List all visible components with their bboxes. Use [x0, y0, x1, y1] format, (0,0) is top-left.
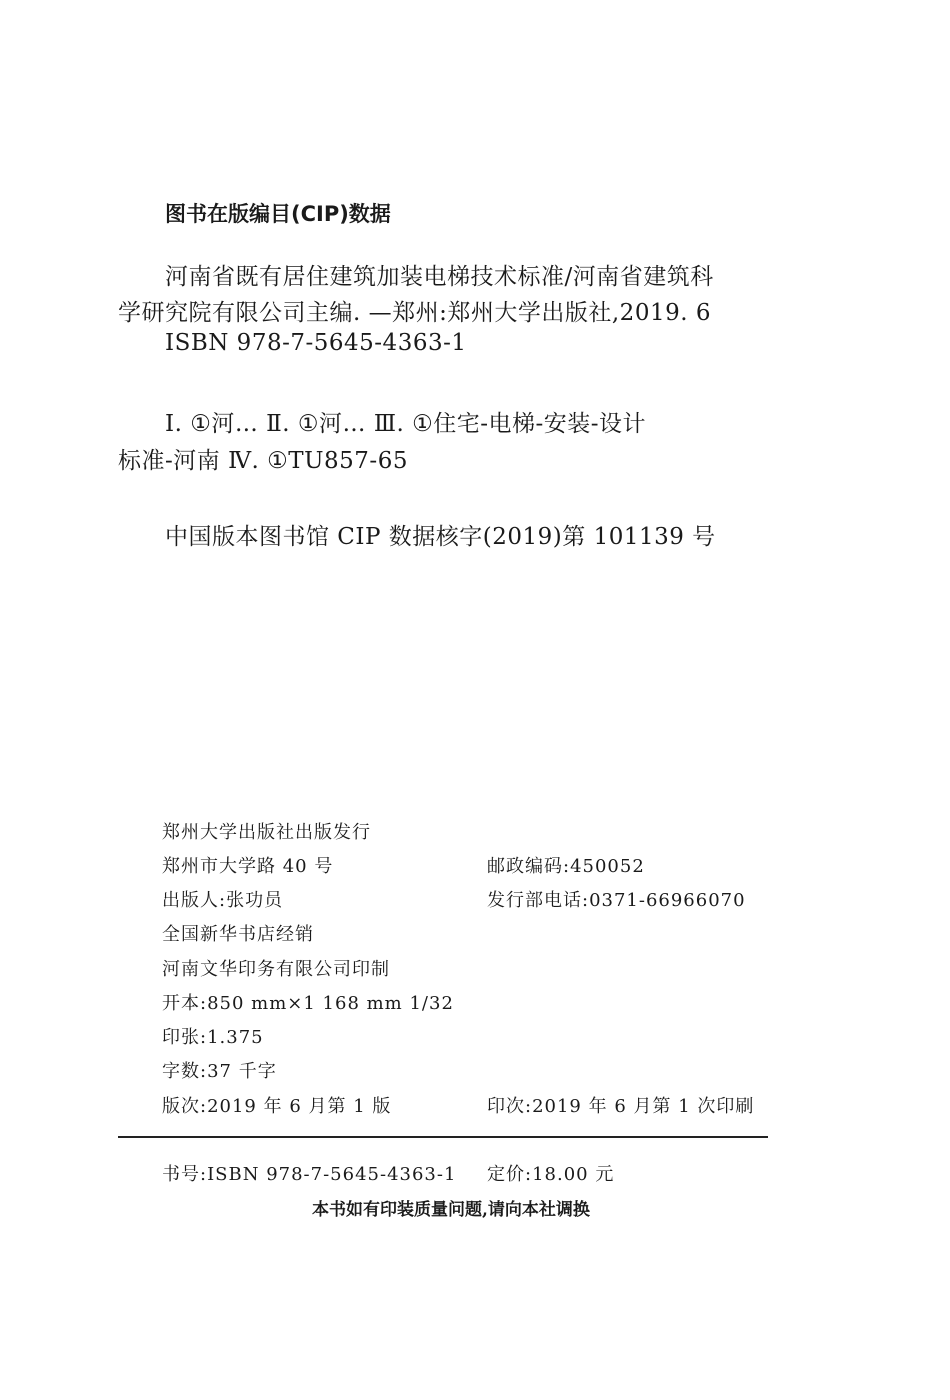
cip-title-line-2: 学研究院有限公司主编. —郑州:郑州大学出版社,2019. 6 [118, 300, 711, 326]
cip-verification: 中国版本图书馆 CIP 数据核字(2019)第 101139 号 [165, 524, 716, 550]
cip-subjects-line-2: 标准-河南 Ⅳ. ①TU857-65 [118, 448, 408, 474]
imprint-format: 开本:850 mm×1 168 mm 1/32 [162, 993, 454, 1014]
cip-subjects-line-1: Ⅰ. ①河… Ⅱ. ①河… Ⅲ. ①住宅-电梯-安装-设计 [165, 411, 647, 437]
cip-title-line-1: 河南省既有居住建筑加装电梯技术标准/河南省建筑科 [165, 264, 714, 290]
imprint-printer: 河南文华印务有限公司印制 [162, 959, 390, 980]
cip-isbn: ISBN 978-7-5645-4363-1 [165, 330, 467, 356]
imprint-printing: 印次:2019 年 6 月第 1 次印刷 [487, 1096, 755, 1117]
footer-notice: 本书如有印装质量问题,请向本社调换 [312, 1200, 590, 1220]
imprint-sheets: 印张:1.375 [162, 1027, 264, 1048]
cip-heading: 图书在版编目(CIP)数据 [165, 202, 391, 226]
divider-rule [118, 1136, 768, 1138]
imprint-edition: 版次:2019 年 6 月第 1 版 [162, 1096, 392, 1117]
imprint-publisher-person: 出版人:张功员 [162, 890, 284, 911]
footer-price: 定价:18.00 元 [487, 1164, 615, 1185]
imprint-distributor: 全国新华书店经销 [162, 924, 314, 945]
imprint-word-count: 字数:37 千字 [162, 1061, 277, 1082]
imprint-publisher: 郑州大学出版社出版发行 [162, 822, 371, 843]
imprint-postcode: 邮政编码:450052 [487, 856, 645, 877]
imprint-phone: 发行部电话:0371-66966070 [487, 890, 746, 911]
imprint-address: 郑州市大学路 40 号 [162, 856, 334, 877]
footer-book-number: 书号:ISBN 978-7-5645-4363-1 [162, 1164, 457, 1185]
